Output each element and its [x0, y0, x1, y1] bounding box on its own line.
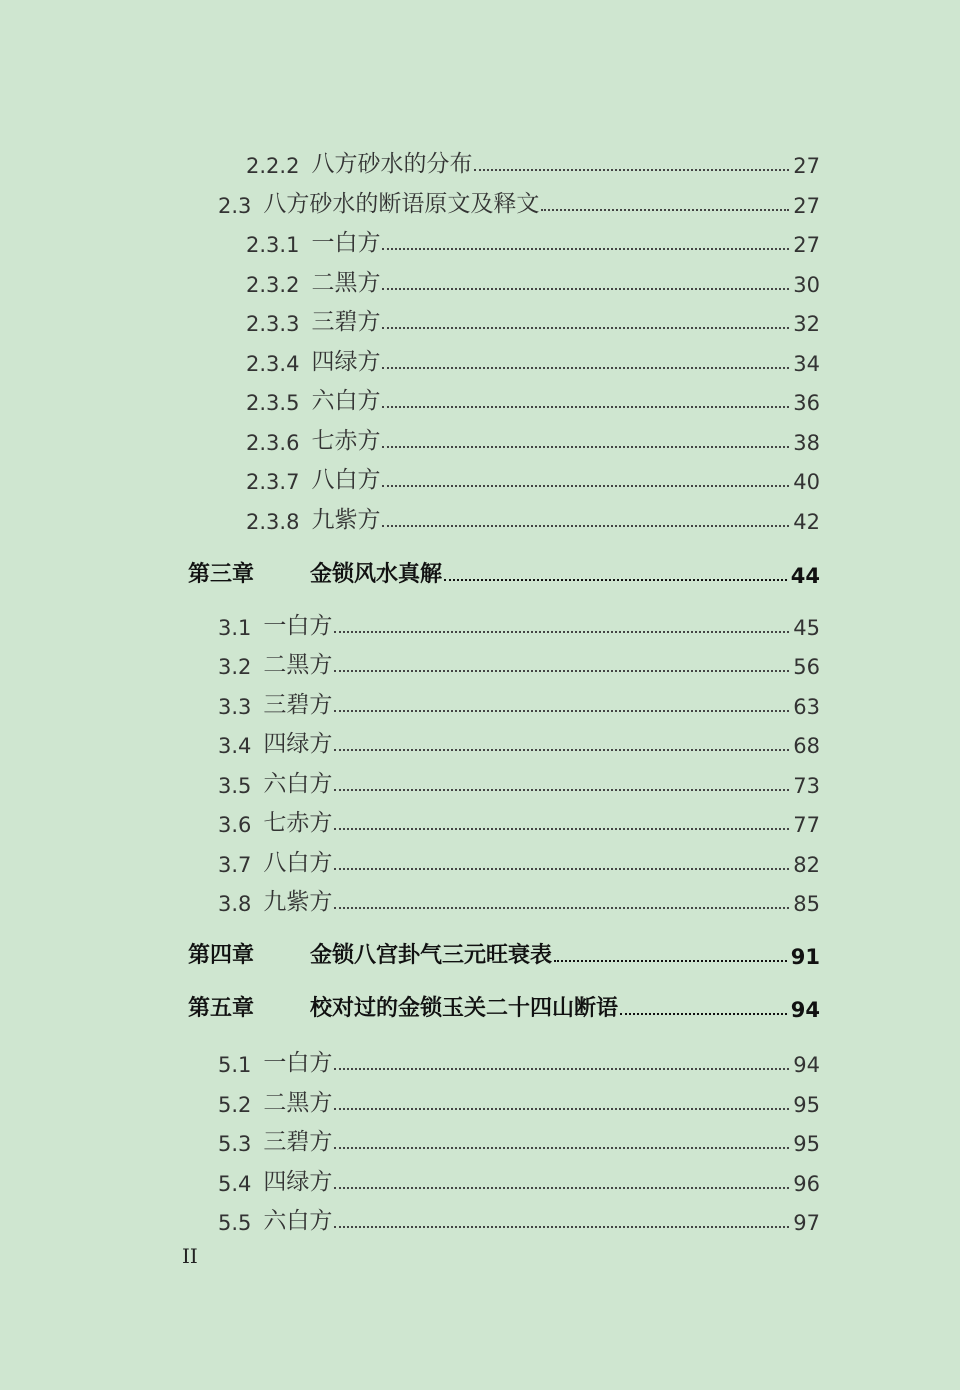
toc-entry-title: 三碧方 — [263, 691, 333, 718]
toc-entry-title: 二黑方 — [311, 269, 381, 296]
toc-entry[interactable] — [188, 218, 820, 258]
dot-leader — [334, 630, 789, 633]
toc-entry-title: 九紫方 — [263, 889, 333, 915]
toc-entry-page: 94 — [793, 1053, 820, 1077]
toc-entry-page: 56 — [793, 655, 820, 679]
chapter-number: 第五章 — [188, 996, 255, 1021]
toc-entry-number: 5.4 — [218, 1171, 252, 1196]
toc-entry-number: 2.3.5 — [246, 391, 300, 415]
toc-entry[interactable] — [188, 336, 820, 376]
toc-entry-page: 77 — [793, 813, 820, 837]
toc-entry-number: 2.3.4 — [246, 351, 300, 376]
dot-leader — [382, 445, 789, 448]
dot-leader — [382, 405, 789, 408]
toc-entry-page: 42 — [793, 509, 820, 534]
toc-entry[interactable] — [188, 798, 820, 838]
toc-entry-title: 六白方 — [263, 770, 333, 797]
toc-entry-number: 2.3.6 — [246, 430, 300, 455]
toc-entry-page: 38 — [793, 430, 820, 455]
toc-entry[interactable] — [188, 297, 820, 337]
toc-entry[interactable] — [188, 178, 820, 218]
toc-entry-number: 2.3.7 — [246, 470, 300, 494]
toc-entry-number: 3.5 — [218, 773, 252, 798]
toc-entry-title: 二黑方 — [263, 652, 333, 678]
toc-entry-title: 四绿方 — [263, 1168, 333, 1195]
toc-entry[interactable] — [188, 719, 820, 759]
dot-leader — [474, 168, 789, 171]
dot-leader — [541, 208, 789, 211]
toc-entry-page: 27 — [793, 193, 820, 218]
chapter-title: 金锁八宫卦气三元旺衰表 — [310, 943, 553, 968]
toc-entry[interactable] — [188, 1077, 820, 1117]
toc-entry-page: 27 — [793, 154, 820, 178]
page-number-footer: II — [182, 1244, 198, 1268]
toc-entry[interactable] — [188, 1022, 820, 1077]
toc-entry-title: 一白方 — [263, 1050, 333, 1076]
dot-leader — [382, 247, 789, 250]
toc-chapter-entry[interactable] — [188, 969, 820, 1022]
dot-leader — [334, 748, 789, 751]
chapter-number: 第三章 — [188, 561, 255, 587]
dot-leader — [382, 524, 789, 527]
toc-entry-number: 5.1 — [218, 1053, 252, 1077]
toc-entry-number: 3.6 — [218, 813, 252, 837]
toc-entry-title: 三碧方 — [263, 1129, 333, 1155]
toc-entry[interactable] — [188, 837, 820, 877]
toc-entry-number: 5.3 — [218, 1132, 252, 1156]
chapter-number: 第四章 — [188, 943, 255, 968]
toc-entry-number: 3.3 — [218, 694, 252, 719]
toc-entry-title: 六白方 — [263, 1208, 333, 1234]
dot-leader — [334, 709, 789, 712]
toc-entry-number: 5.5 — [218, 1211, 252, 1235]
toc-entry-page: 27 — [793, 233, 820, 257]
chapter-title: 校对过的金锁玉关二十四山断语 — [310, 996, 619, 1021]
toc-entry-number: 2.3.8 — [246, 509, 300, 534]
toc-entry-title: 七赤方 — [263, 810, 333, 836]
toc-entry-title: 二黑方 — [263, 1089, 333, 1116]
toc-entry-number: 2.3.1 — [246, 233, 300, 257]
toc-entry[interactable] — [188, 877, 820, 917]
dot-leader — [334, 788, 789, 791]
toc-entry[interactable] — [188, 257, 820, 297]
toc-entry-title: 四绿方 — [263, 731, 333, 757]
dot-leader — [382, 366, 789, 369]
dot-leader — [334, 906, 789, 909]
chapter-page: 94 — [790, 998, 820, 1022]
toc-entry[interactable] — [188, 415, 820, 455]
toc-entry-title: 一白方 — [311, 230, 381, 256]
toc-entry[interactable] — [188, 640, 820, 680]
toc-entry-number: 3.2 — [218, 655, 252, 679]
dot-leader — [334, 1225, 789, 1228]
toc-entry-page: 63 — [793, 694, 820, 719]
toc-entry[interactable] — [188, 1117, 820, 1157]
toc-entry[interactable] — [188, 758, 820, 798]
toc-entry-number: 3.1 — [218, 615, 252, 640]
toc-entry-page: 30 — [793, 272, 820, 297]
dot-leader — [444, 578, 787, 581]
toc-entry-title: 九紫方 — [311, 506, 381, 533]
dot-leader — [334, 669, 789, 672]
toc-entry[interactable] — [188, 455, 820, 495]
toc-entry-page: 68 — [793, 734, 820, 758]
dot-leader — [334, 1146, 789, 1149]
toc-entry-title: 八方砂水的断语原文及释文 — [263, 190, 540, 217]
dot-leader — [382, 287, 789, 290]
toc-entry[interactable] — [188, 588, 820, 640]
toc-entry-number: 3.8 — [218, 892, 252, 916]
toc-entry-number: 3.4 — [218, 734, 252, 758]
toc-entry-page: 85 — [793, 892, 820, 916]
toc-entry-number: 3.7 — [218, 852, 252, 877]
toc-entry-page: 32 — [793, 312, 820, 336]
toc-entry-page: 97 — [793, 1211, 820, 1235]
toc-entry-number: 2.2.2 — [246, 154, 300, 178]
dot-leader — [382, 326, 789, 329]
toc-entry-number: 2.3.3 — [246, 312, 300, 336]
toc-entry-number: 5.2 — [218, 1092, 252, 1117]
chapter-title: 金锁风水真解 — [310, 561, 443, 587]
toc-entry-title: 八方砂水的分布 — [311, 151, 473, 177]
toc-entry[interactable] — [188, 140, 820, 178]
toc-entry[interactable] — [188, 1196, 820, 1236]
toc-entry-title: 三碧方 — [311, 309, 381, 335]
table-of-contents — [188, 140, 820, 1235]
toc-entry-title: 七赤方 — [311, 427, 381, 454]
toc-entry-title: 六白方 — [311, 388, 381, 414]
chapter-page: 91 — [790, 945, 820, 969]
chapter-page: 44 — [790, 563, 820, 588]
toc-entry-title: 八白方 — [263, 849, 333, 876]
toc-entry-title: 一白方 — [263, 612, 333, 639]
toc-entry-page: 95 — [793, 1092, 820, 1117]
dot-leader — [620, 1012, 787, 1015]
toc-chapter-entry[interactable] — [188, 916, 820, 969]
toc-entry[interactable] — [188, 679, 820, 719]
toc-chapter-entry[interactable] — [188, 534, 820, 588]
dot-leader — [334, 1186, 789, 1189]
toc-entry[interactable] — [188, 376, 820, 416]
toc-entry-number: 2.3 — [218, 193, 252, 218]
dot-leader — [334, 1067, 789, 1070]
toc-entry[interactable] — [188, 1156, 820, 1196]
toc-entry-page: 95 — [793, 1132, 820, 1156]
toc-entry-page: 40 — [793, 470, 820, 494]
toc-entry-title: 八白方 — [311, 467, 381, 493]
toc-entry-page: 73 — [793, 773, 820, 798]
toc-entry-title: 四绿方 — [311, 348, 381, 375]
dot-leader — [554, 959, 787, 962]
toc-entry-number: 2.3.2 — [246, 272, 300, 297]
toc-entry-page: 34 — [793, 351, 820, 376]
toc-entry-page: 96 — [793, 1171, 820, 1196]
dot-leader — [382, 484, 789, 487]
dot-leader — [334, 827, 789, 830]
toc-entry-page: 82 — [793, 852, 820, 877]
toc-entry-page: 36 — [793, 391, 820, 415]
toc-entry[interactable] — [188, 494, 820, 534]
dot-leader — [334, 1107, 789, 1110]
toc-entry-page: 45 — [793, 615, 820, 640]
dot-leader — [334, 867, 789, 870]
